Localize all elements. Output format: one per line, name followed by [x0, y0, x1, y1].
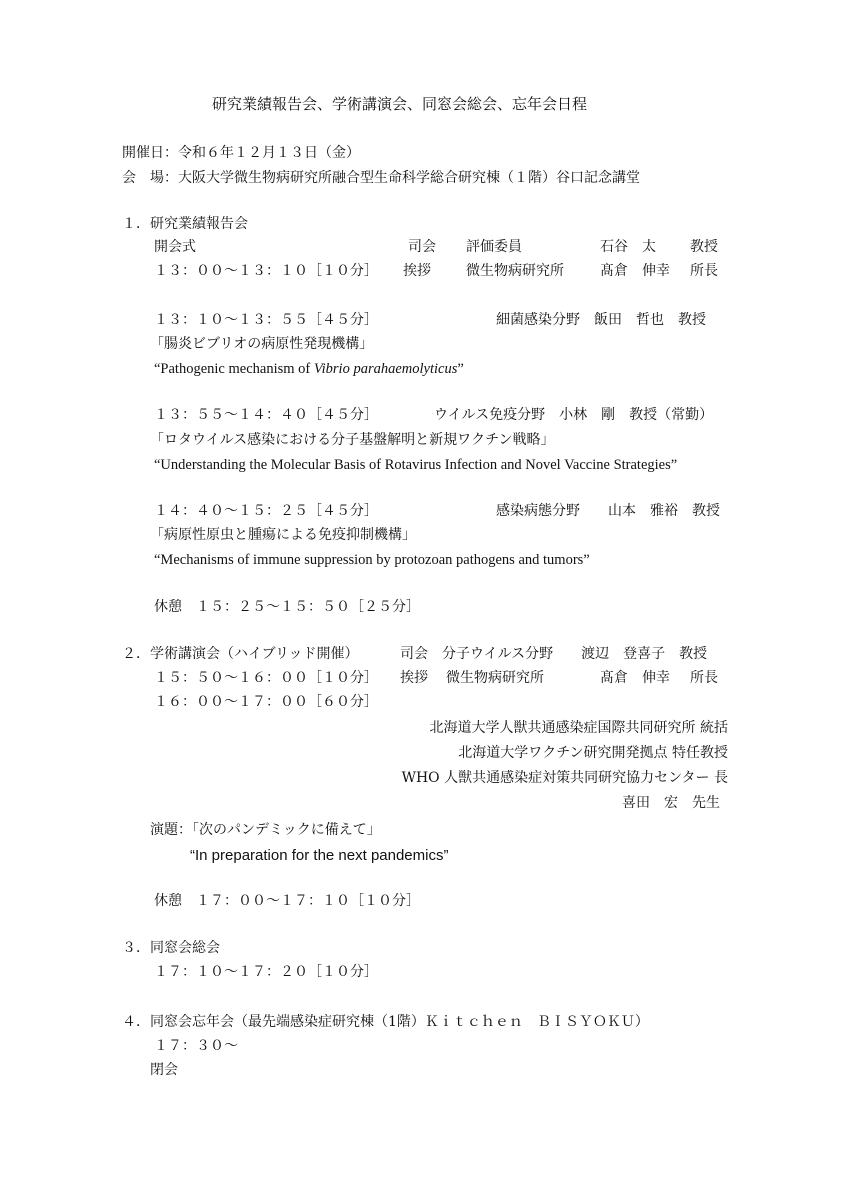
speaker-affiliation-1: 北海道大学人獣共通感染症国際共同研究所 統括	[429, 720, 728, 736]
event-date: 開催日：令和６年１２月１３日（金）	[122, 145, 360, 161]
s2-greeting-org: 微生物病研究所	[446, 670, 544, 686]
greeting-role: 挨拶	[403, 263, 431, 279]
speaker-affiliation-3: WHO 人獣共通感染症対策共同研究協力センター 長	[401, 770, 728, 786]
section-2-heading: ２．学術講演会（ハイブリッド開催）	[122, 646, 359, 662]
lecture-speaker: 喜田 宏 先生	[622, 795, 720, 811]
s2-greeting-role: 挨拶	[400, 670, 428, 686]
greeting-rank: 所長	[690, 263, 718, 279]
greeting-time: １３：００～１３：１０［１０分］	[154, 263, 378, 279]
party-time: １７：３０～	[154, 1038, 238, 1054]
mc-rank: 教授	[690, 239, 718, 255]
general-meeting-time: １７：１０～１７：２０［１０分］	[154, 964, 378, 980]
lecture-title-en: “In preparation for the next pandemics”	[190, 847, 449, 864]
talk3-title-jp: 「病原性原虫と腫瘍による免疫抑制機構」	[150, 527, 416, 543]
talk2-time: １３：５５～１４：４０［４５分］	[154, 407, 378, 423]
mc-name: 石谷 太	[600, 239, 656, 255]
talk1-time: １３：１０～１３：５５［４５分］	[154, 312, 378, 328]
section-4-heading: ４．同窓会忘年会（最先端感染症研究棟（1階）Ｋｉｔｃｈｅｎ ＢＩＳＹＯＫＵ）	[122, 1014, 649, 1030]
talk1-title-en: “Pathogenic mechanism of Vibrio parahaemolyticus”	[154, 361, 464, 377]
break-2: 休憩 １７：００～１７：１０［１０分］	[154, 893, 420, 909]
talk1-speaker: 細菌感染分野 飯田 哲也 教授	[496, 312, 706, 328]
talk2-title-en: “Understanding the Molecular Basis of Rotavirus Infection and Novel Vaccine Strategies”	[154, 457, 678, 473]
section-1-heading: １．研究業績報告会	[122, 216, 248, 232]
talk2-title-jp: 「ロタウイルス感染における分子基盤解明と新規ワクチン戦略」	[150, 432, 555, 448]
closing: 閉会	[150, 1062, 178, 1078]
s2-greeting-time: １５：５０～１６：００［１０分］	[154, 670, 378, 686]
mc-title: 評価委員	[466, 239, 522, 255]
talk3-speaker: 感染病態分野 山本 雅裕 教授	[496, 503, 720, 519]
talk3-time: １４：４０～１５：２５［４５分］	[154, 503, 378, 519]
greeting-org: 微生物病研究所	[466, 263, 564, 279]
greeting-name: 髙倉 伸幸	[600, 263, 670, 279]
lecture-title-jp: 演題：「次のパンデミックに備えて」	[150, 822, 381, 838]
opening-ceremony-label: 開会式	[154, 239, 196, 255]
s2-greeting-name: 髙倉 伸幸	[600, 670, 670, 686]
mc-role: 司会	[408, 239, 436, 255]
s2-greeting-rank: 所長	[690, 670, 718, 686]
page-title: 研究業績報告会、学術講演会、同窓会総会、忘年会日程	[212, 95, 588, 113]
break-1: 休憩 １５：２５～１５：５０［２５分］	[154, 599, 420, 615]
section-2-mc: 司会 分子ウイルス分野 渡辺 登喜子 教授	[400, 646, 708, 662]
section-3-heading: ３．同窓会総会	[122, 940, 220, 956]
talk1-title-jp: 「腸炎ビブリオの病原性発現機構」	[150, 336, 374, 352]
speaker-affiliation-2: 北海道大学ワクチン研究開発拠点 特任教授	[458, 745, 728, 761]
talk3-title-en: “Mechanisms of immune suppression by protozoan pathogens and tumors”	[154, 552, 590, 568]
event-venue: 会 場：大阪大学微生物病研究所融合型生命科学総合研究棟（１階）谷口記念講堂	[122, 170, 640, 186]
lecture-time: １６：００～１７：００［６０分］	[154, 694, 378, 710]
talk2-speaker: ウイルス免疫分野 小林 剛 教授（常勤）	[434, 407, 714, 423]
